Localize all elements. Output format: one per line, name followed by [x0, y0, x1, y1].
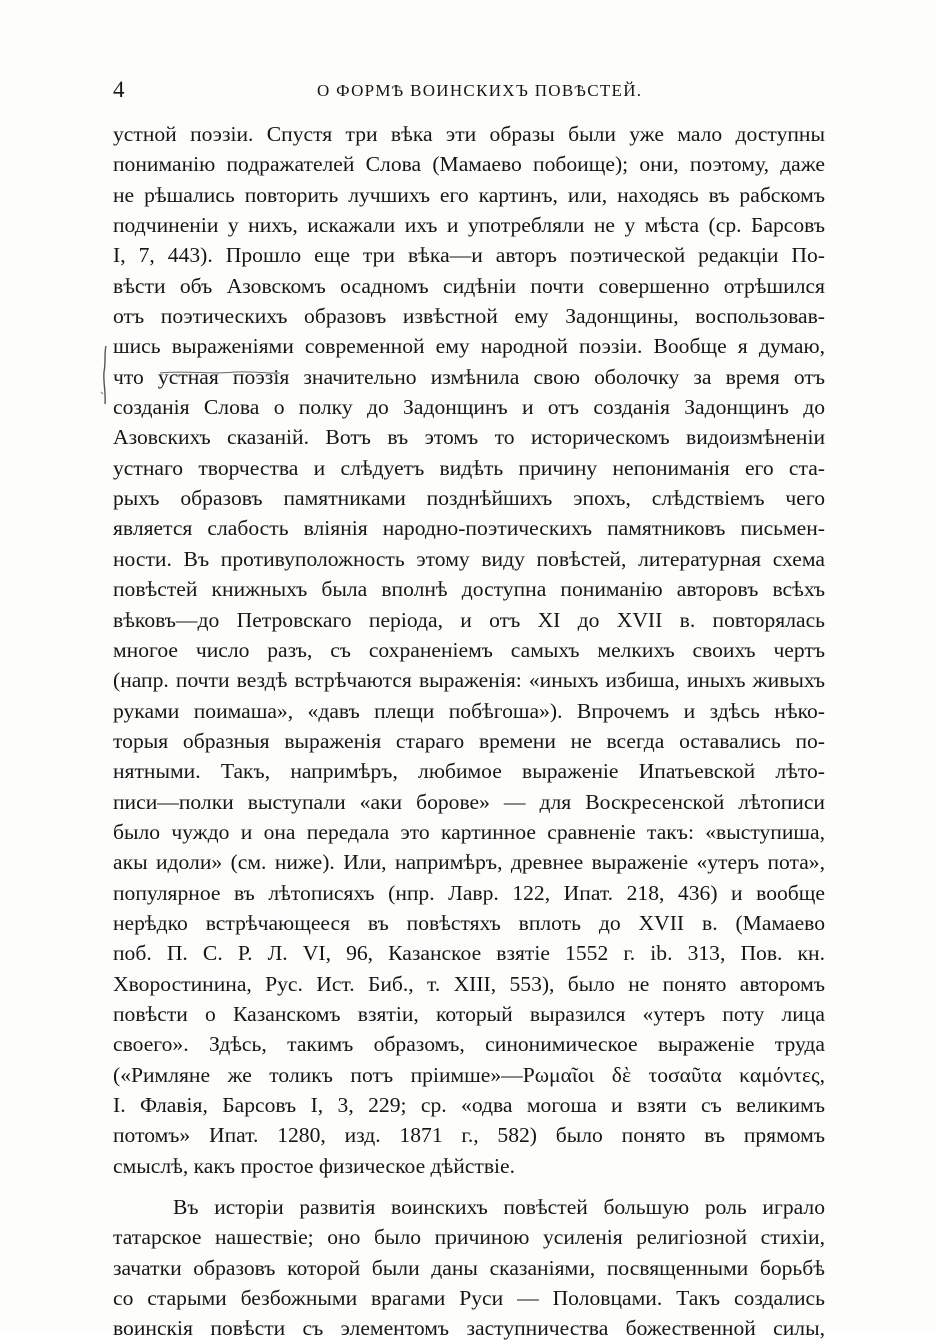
text-line: нятными. Такъ, напримѣръ, любимое выраженіе Ипатьевской лѣто- — [113, 759, 825, 784]
text-line: что устная поэзія значительно измѣнила свою оболочку за время отъ — [113, 364, 825, 389]
text-line: потомъ» Ипат. 1280, изд. 1871 г., 582) было понято въ прямомъ — [113, 1123, 825, 1148]
text-line: (напр. почти вездѣ встрѣчаются выраженія: «иныхъ избиша, иныхъ живыхъ — [113, 668, 825, 693]
text-line: со старыми безбожными врагами Руси — Половцами. Такъ создались — [113, 1286, 825, 1311]
text-line: Хворостинина, Рус. Ист. Биб., т. XIII, 553), было не понято авторомъ — [113, 971, 825, 996]
paragraph-gap — [113, 1181, 825, 1192]
text-line: отъ поэтическихъ образовъ извѣстной ему Задонщины, воспользовав- — [113, 304, 825, 329]
text-line: шись выраженіями современной ему народной поэзіи. Вообще я думаю, — [113, 334, 825, 359]
text-line: пониманію подражателей Слова (Мамаево побоище); они, поэтому, даже — [113, 152, 825, 177]
text-line: ности. Въ противуположность этому виду повѣстей, литературная схема — [113, 546, 825, 571]
text-line: поб. П. С. Р. Л. VI, 96, Казанское взятіе 1552 г. ib. 313, Пов. кн. — [113, 941, 825, 966]
text-line: устнаго творчества и слѣдуетъ видѣть причину непониманія его ста- — [113, 455, 825, 480]
text-line: популярное въ лѣтописяхъ (нпр. Лавр. 122, Ипат. 218, 436) и вообще — [113, 880, 825, 905]
text-line: писи—полки выступали «аки борове» — для Воскресенской лѣтописи — [113, 789, 825, 814]
text-line: нерѣдко встрѣчающееся въ повѣстяхъ вплоть до XVII в. (Мамаево — [113, 910, 825, 935]
text-line: («Римляне же толикъ потъ пріимше»—Ρωμαῖοι δὲ τοσαῦτα καμόντες, — [113, 1062, 825, 1087]
text-line: зачатки образовъ которой были даны сказаніями, посвященными борьбѣ — [113, 1255, 825, 1280]
text-line: является слабость вліянія народно-поэтическихъ памятниковъ письмен- — [113, 516, 825, 541]
text-line: повѣсти о Казанскомъ взятіи, который выразился «утеръ поту лица — [113, 1001, 825, 1026]
text-line: акы идоли» (см. ниже). Или, напримѣръ, древнее выраженіе «утеръ пота», — [113, 850, 825, 875]
text-line: рыхъ образовъ памятниками позднѣйшихъ эпохъ, слѣдствіемъ чего — [113, 486, 825, 511]
text-line: Азовскихъ сказаній. Вотъ въ этомъ то историческомъ видоизмѣненіи — [113, 425, 825, 450]
page-number: 4 — [113, 77, 125, 102]
text-line: созданія Слова о полку до Задонщинъ и отъ созданія Задонщинъ до — [113, 395, 825, 420]
main-text — [113, 119, 825, 1344]
text-line: I. Флавія, Барсовъ I, 3, 229; ср. «одва могоша и взяти съ великимъ — [113, 1093, 825, 1117]
text-line: было чуждо и она передала это картинное сравненіе такъ: «выступиша, — [113, 819, 825, 844]
text-line: устной поэзіи. Спустя три вѣка эти образы были уже мало доступны — [113, 122, 825, 146]
text-line: татарское нашествіе; оно было причиною усиленія религіозной стихіи, — [113, 1225, 825, 1250]
text-line: воинскія повѣсти съ элементомъ заступничества божественной силы, — [113, 1316, 825, 1341]
text-line: вѣковъ—до Петровскаго періода, и отъ XI до XVII в. повторялась — [113, 607, 825, 632]
text-line: I, 7, 443). Прошло еще три вѣка—и авторъ поэтической редакціи По- — [113, 243, 825, 268]
text-line: смыслѣ, какъ простое физическое дѣйствіе. — [113, 1153, 516, 1178]
margin-pencil-mark — [99, 344, 113, 406]
text-line: торыя образныя выраженія стараго времени не всегда оставались по- — [113, 728, 825, 753]
text-line: подчиненіи у нихъ, искажали ихъ и употребляли не у мѣста (ср. Барсовъ — [113, 213, 825, 238]
text-line: своего». Здѣсь, такимъ образомъ, синонимическое выраженіе труда — [113, 1032, 825, 1057]
text-line: Въ исторіи развитія воинскихъ повѣстей большую роль играло — [173, 1195, 825, 1220]
text-line: повѣстей книжныхъ была вполнѣ доступна пониманію авторовъ всѣхъ — [113, 577, 825, 602]
text-line: многое число разъ, съ сохраненіемъ самыхъ мелкихъ своихъ чертъ — [113, 637, 825, 662]
page-header — [113, 76, 825, 106]
text-line: руками поимаша», «давъ плещи побѣгоша»). Впрочемъ и здѣсь нѣко- — [113, 698, 825, 723]
text-line: вѣсти объ Азовскомъ осадномъ сидѣніи почти совершенно отрѣшился — [113, 273, 825, 298]
running-title: О ФОРМѢ ВОИНСКИХЪ ПОВѢСТЕЙ. — [317, 81, 643, 100]
text-line: не рѣшались повторить лучшихъ его картинъ, или, находясь въ рабскомъ — [113, 182, 825, 207]
